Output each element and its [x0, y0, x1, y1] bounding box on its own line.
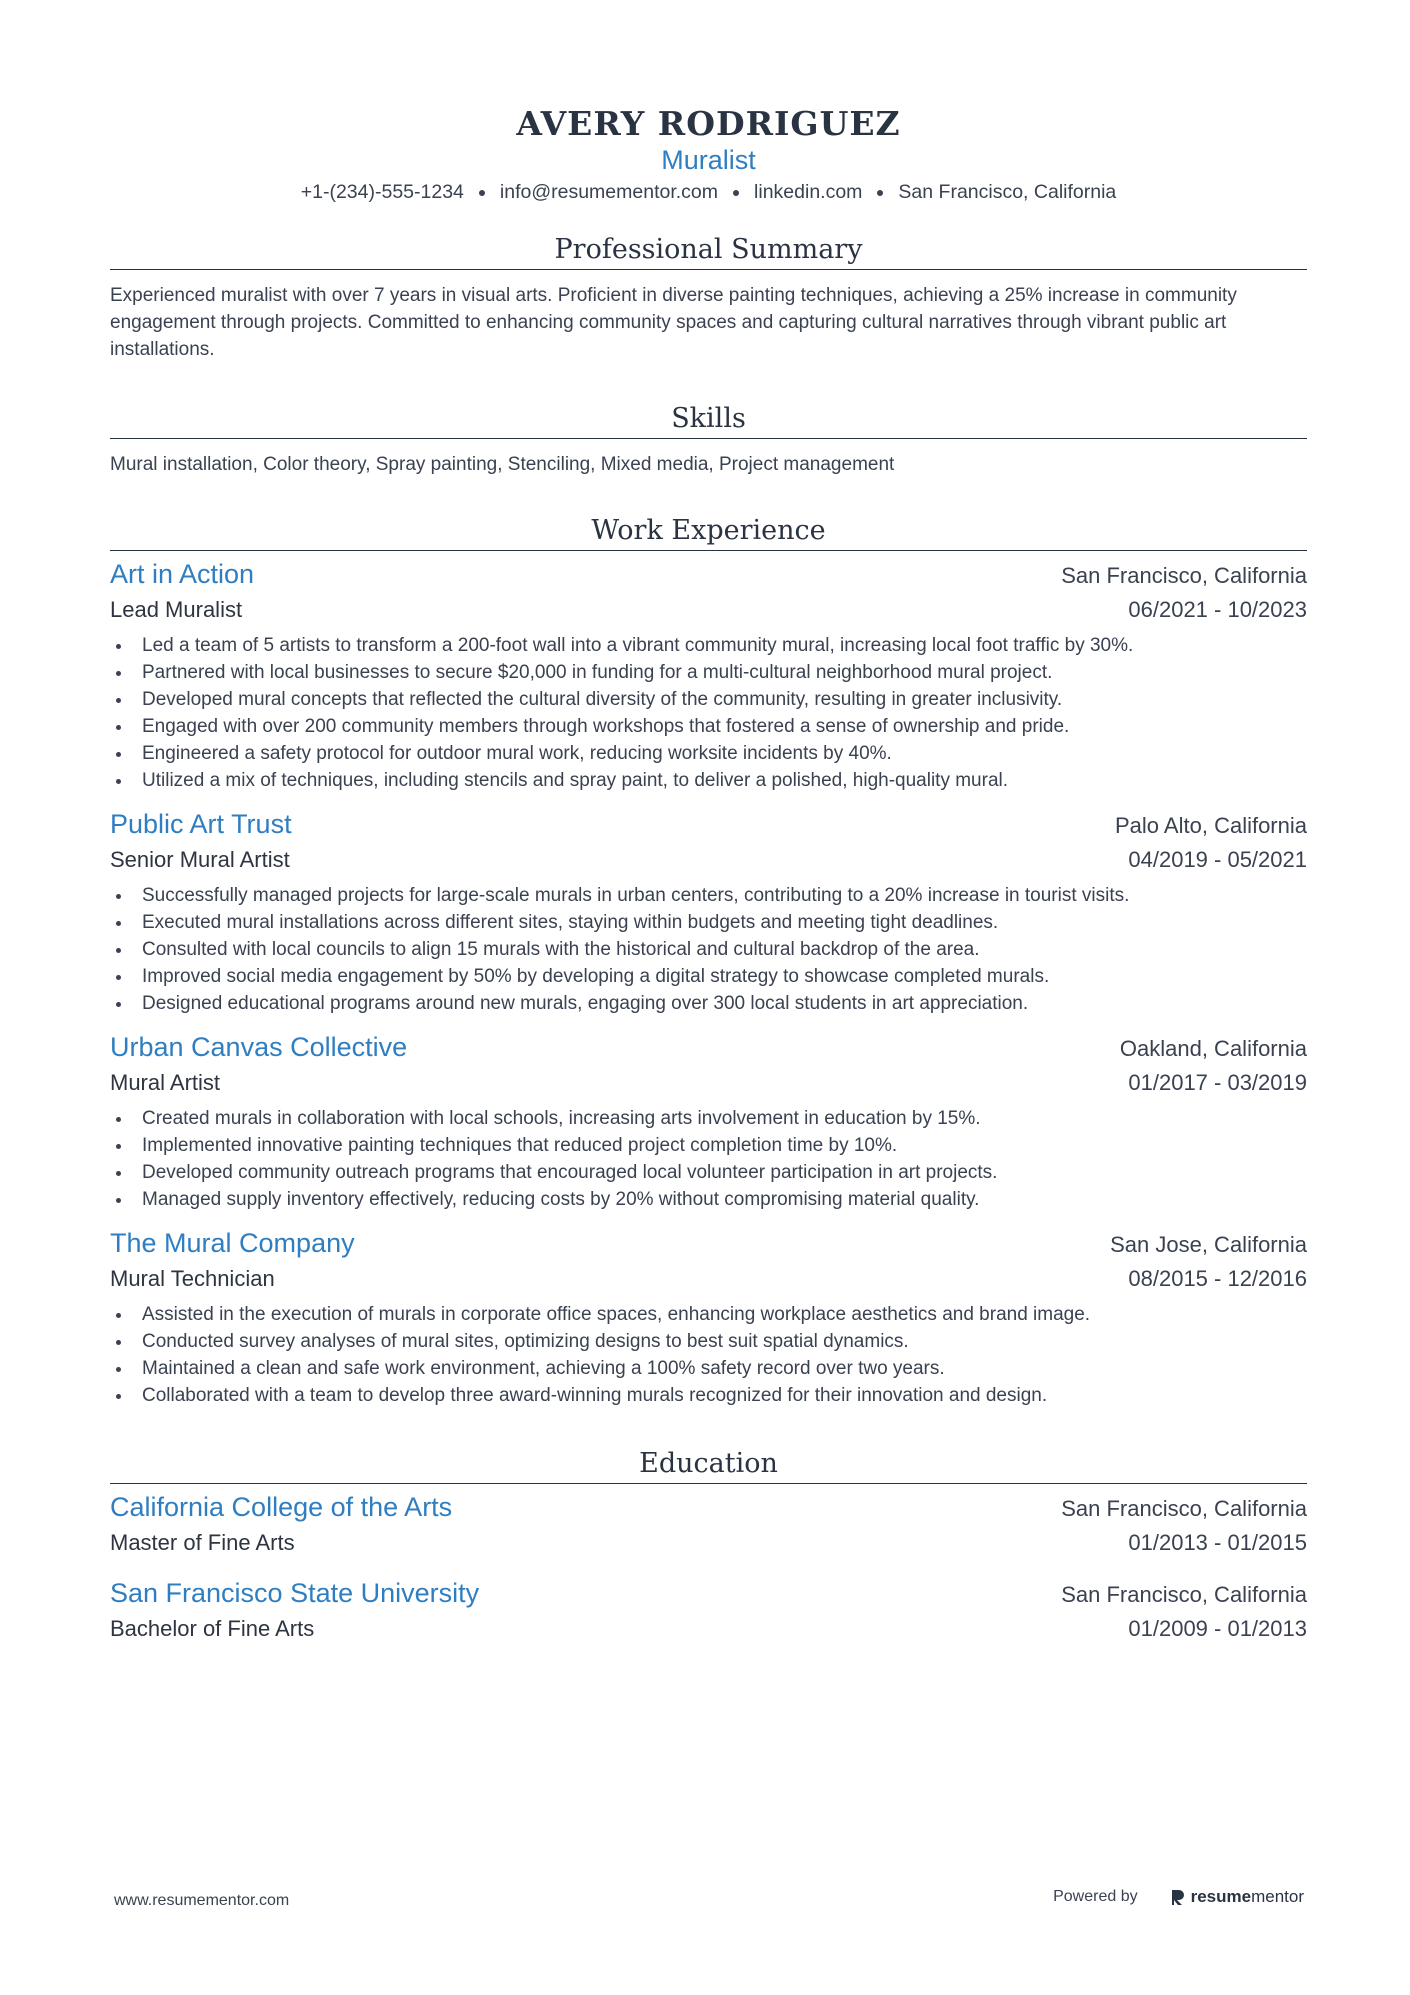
bullet-dot: [116, 948, 121, 953]
list-item: [110, 1105, 1307, 1132]
candidate-title: Muralist: [661, 145, 756, 175]
job-dates: 04/2019 - 05/2021: [1128, 847, 1307, 872]
brand-text-bold: resume: [1190, 1887, 1252, 1906]
degree: Master of Fine Arts: [110, 1530, 295, 1555]
summary-text: Experienced muralist with over 7 years in visual arts. Proficient in diverse painting techniques, achieving a 25% increase in community engagement through projects. Committed to enhancing community spaces and capturing cultural narratives through vibrant public art installations.: [110, 285, 1237, 360]
list-item: [110, 1186, 1307, 1213]
list-item: [110, 659, 1307, 686]
resume-header: [110, 0, 1307, 206]
bullet-text: Partnered with local businesses to secure $20,000 in funding for a multi-cultural neighborhood mural project.: [142, 662, 1053, 683]
company-location: San Francisco, California: [1061, 563, 1307, 588]
job-role: Mural Artist: [110, 1070, 221, 1095]
bullet-dot: [116, 1367, 121, 1372]
bullet-text: Utilized a mix of techniques, including stencils and spray paint, to deliver a polished, high-quality mural.: [142, 770, 1009, 791]
bullet-text: Developed mural concepts that reflected the cultural diversity of the community, resulting in greater inclusivity.: [142, 689, 1063, 710]
entry-header-row: [110, 1226, 1307, 1262]
school-location: San Francisco, California: [1061, 1582, 1307, 1607]
bullet-text: Implemented innovative painting techniques that reduced project completion time by 10%.: [142, 1135, 898, 1156]
list-item: [110, 740, 1307, 767]
experience-entry: [110, 1030, 1307, 1213]
job-role: Lead Muralist: [110, 597, 243, 622]
bullet-dot: [116, 1340, 121, 1345]
list-item: [110, 909, 1307, 936]
job-role: Senior Mural Artist: [110, 847, 290, 872]
bullet-dot: [116, 1002, 121, 1007]
education-entry: [110, 1490, 1307, 1560]
section-divider: [110, 438, 1307, 439]
bullet-text: Designed educational programs around new murals, engaging over 300 local students in art appreciation.: [142, 993, 1029, 1014]
bullet-dot: [116, 1198, 121, 1203]
company-location: San Jose, California: [1110, 1232, 1307, 1257]
company-name: Public Art Trust: [110, 809, 292, 839]
entry-degree-row: [110, 1526, 1307, 1560]
list-item: [110, 1382, 1307, 1409]
school-name: San Francisco State University: [110, 1578, 480, 1608]
bullet-text: Created murals in collaboration with local schools, increasing arts involvement in education by 15%.: [142, 1108, 981, 1129]
job-dates: 01/2017 - 03/2019: [1128, 1070, 1307, 1095]
bullet-dot: [116, 671, 121, 676]
experience-section: [110, 514, 1307, 1409]
bullet-dot: [116, 752, 121, 757]
bullet-text: Maintained a clean and safe work environment, achieving a 100% safety record over two years.: [142, 1358, 945, 1379]
contact-line: [110, 178, 1307, 206]
education-section: [110, 1447, 1307, 1646]
bullet-dot: [116, 894, 121, 899]
entry-role-row: [110, 1262, 1307, 1296]
bullet-text: Successfully managed projects for large-scale murals in urban centers, contributing to a 20% increase in tourist visits.: [142, 885, 1130, 906]
entry-header-row: [110, 1030, 1307, 1066]
experience-entry: [110, 557, 1307, 794]
list-item: [110, 936, 1307, 963]
section-heading-summary: Professional Summary: [554, 234, 863, 265]
powered-by-label: Powered by: [1053, 1888, 1138, 1905]
bullet-text: Consulted with local councils to align 15 murals with the historical and cultural backdrop of the area.: [142, 939, 980, 960]
resumementor-logo-icon: [1170, 1888, 1186, 1906]
company-location: Palo Alto, California: [1115, 813, 1307, 838]
list-item: [110, 1355, 1307, 1382]
job-bullets: [110, 632, 1307, 794]
company-location: Oakland, California: [1119, 1036, 1307, 1061]
entry-header-row: [110, 557, 1307, 593]
job-bullets: [110, 1301, 1307, 1409]
section-divider: [110, 550, 1307, 551]
job-bullets: [110, 1105, 1307, 1213]
bullet-dot: [116, 1394, 121, 1399]
contact-location: San Francisco, California: [898, 181, 1117, 203]
bullet-dot: [116, 725, 121, 730]
list-item: [110, 632, 1307, 659]
separator-dot: [877, 190, 883, 196]
entry-header-row: [110, 807, 1307, 843]
contact-linkedin: linkedin.com: [754, 181, 863, 203]
separator-dot: [479, 190, 485, 196]
bullet-text: Collaborated with a team to develop three award-winning murals recognized for their innovation and design.: [142, 1385, 1048, 1406]
brand-logo[interactable]: [1170, 1887, 1304, 1907]
list-item: [110, 1132, 1307, 1159]
degree: Bachelor of Fine Arts: [110, 1616, 315, 1641]
bullet-dot: [116, 698, 121, 703]
bullet-text: Conducted survey analyses of mural sites, optimizing designs to best suit spatial dynamics.: [142, 1331, 909, 1352]
candidate-name: AVERY RODRIGUEZ: [516, 104, 901, 143]
bullet-text: Managed supply inventory effectively, reducing costs by 20% without compromising material quality.: [142, 1189, 980, 1210]
bullet-text: Developed community outreach programs that encouraged local volunteer participation in art projects.: [142, 1162, 998, 1183]
list-item: [110, 882, 1307, 909]
entry-degree-row: [110, 1612, 1307, 1646]
company-name: Urban Canvas Collective: [110, 1032, 408, 1062]
bullet-dot: [116, 1144, 121, 1149]
company-name: The Mural Company: [110, 1228, 355, 1258]
job-dates: 06/2021 - 10/2023: [1128, 597, 1307, 622]
skills-text: Mural installation, Color theory, Spray painting, Stenciling, Mixed media, Project management: [110, 454, 895, 475]
bullet-dot: [116, 1171, 121, 1176]
section-heading-experience: Work Experience: [591, 515, 826, 546]
bullet-dot: [116, 779, 121, 784]
section-divider: [110, 269, 1307, 270]
contact-email: info@resumementor.com: [499, 181, 719, 203]
list-item: [110, 1301, 1307, 1328]
bullet-dot: [116, 975, 121, 980]
footer-website[interactable]: www.resumementor.com: [114, 1892, 290, 1909]
bullet-text: Assisted in the execution of murals in corporate office spaces, enhancing workplace aesthetics and brand image.: [142, 1304, 1091, 1325]
entry-role-row: [110, 1066, 1307, 1100]
job-dates: 08/2015 - 12/2016: [1128, 1266, 1307, 1291]
section-divider: [110, 1483, 1307, 1484]
list-item: [110, 963, 1307, 990]
contact-phone: +1-(234)-555-1234: [300, 181, 464, 203]
bullet-dot: [116, 921, 121, 926]
bullet-text: Improved social media engagement by 50% by developing a digital strategy to showcase completed murals.: [142, 966, 1050, 987]
entry-role-row: [110, 843, 1307, 877]
experience-entry: [110, 1226, 1307, 1409]
list-item: [110, 767, 1307, 794]
section-heading-skills: Skills: [671, 403, 746, 434]
education-entry: [110, 1576, 1307, 1646]
entry-role-row: [110, 593, 1307, 627]
summary-section: [110, 233, 1307, 363]
skills-section: [110, 402, 1307, 478]
bullet-dot: [116, 1313, 121, 1318]
entry-header-row: [110, 1490, 1307, 1526]
school-name: California College of the Arts: [110, 1492, 453, 1522]
footer-branding: [1053, 1887, 1304, 1907]
list-item: [110, 713, 1307, 740]
entry-header-row: [110, 1576, 1307, 1612]
education-dates: 01/2009 - 01/2013: [1128, 1616, 1307, 1641]
bullet-text: Engaged with over 200 community members through workshops that fostered a sense of ownership and pride.: [142, 716, 1070, 737]
job-role: Mural Technician: [110, 1266, 275, 1291]
list-item: [110, 1328, 1307, 1355]
bullet-text: Executed mural installations across different sites, staying within budgets and meeting tight deadlines.: [142, 912, 999, 933]
company-name: Art in Action: [110, 559, 255, 589]
section-heading-education: Education: [639, 1448, 778, 1479]
list-item: [110, 1159, 1307, 1186]
list-item: [110, 990, 1307, 1017]
resume-content: [110, 0, 1307, 1646]
bullet-text: Led a team of 5 artists to transform a 200-foot wall into a vibrant community mural, increasing local foot traffic by 30%.: [142, 635, 1134, 656]
bullet-text: Engineered a safety protocol for outdoor mural work, reducing worksite incidents by 40%.: [142, 743, 892, 764]
bullet-dot: [116, 1117, 121, 1122]
experience-entry: [110, 807, 1307, 1017]
list-item: [110, 686, 1307, 713]
brand-text-regular: mentor: [1251, 1887, 1304, 1906]
separator-dot: [733, 190, 739, 196]
school-location: San Francisco, California: [1061, 1496, 1307, 1521]
education-dates: 01/2013 - 01/2015: [1128, 1530, 1307, 1555]
job-bullets: [110, 882, 1307, 1017]
bullet-dot: [116, 644, 121, 649]
